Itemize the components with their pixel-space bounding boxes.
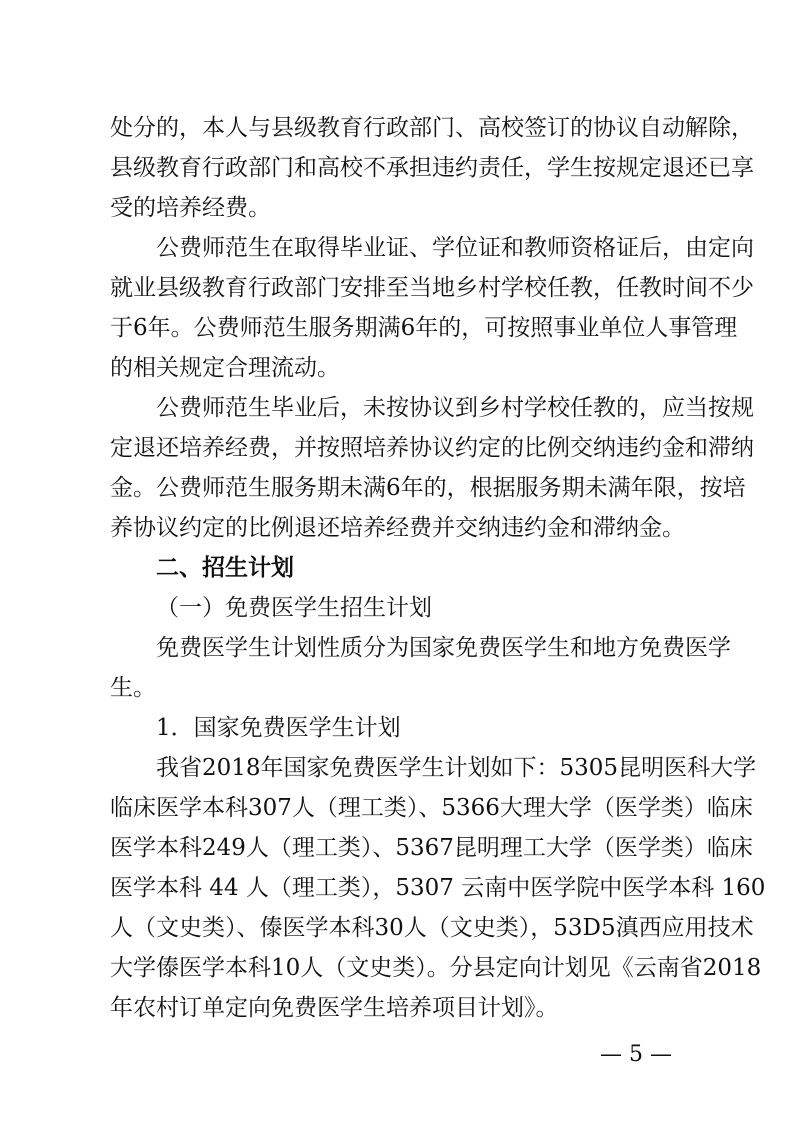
text-line: 免费医学生计划性质分为国家免费医学生和地方免费医学 <box>156 635 731 661</box>
paragraph-breach-penalty <box>110 388 754 548</box>
text-line: 医学本科249人（理工类）、5367昆明理工大学（医学类）临床 <box>110 835 753 861</box>
text-line: 公费师范生毕业后，未按协议到乡村学校任教的，应当按规 <box>156 395 754 421</box>
page-number: — 5 — <box>600 1042 672 1067</box>
document-body <box>110 108 766 1028</box>
text-line: 医学本科 44 人（理工类），5307 云南中医学院中医学本科 160 <box>110 875 766 901</box>
text-line: 临床医学本科307人（理工类）、5366大理大学（医学类）临床 <box>110 795 753 821</box>
text-line: 公费师范生在取得毕业证、学位证和教师资格证后，由定向 <box>156 235 754 261</box>
text-line: 金。公费师范生服务期未满6年的，根据服务期未满年限，按培 <box>110 475 746 501</box>
text-line: 就业县级教育行政部门安排至当地乡村学校任教，任教时间不少 <box>110 275 754 301</box>
text-line: 我省2018年国家免费医学生计划如下：5305昆明医科大学 <box>156 755 757 781</box>
text-line: 于6年。公费师范生服务期满6年的，可按照事业单位人事管理 <box>110 315 738 341</box>
section-heading: 二、招生计划 <box>156 555 294 581</box>
text-line: 受的培养经费。 <box>110 195 271 221</box>
paragraph-national-plan <box>110 748 766 1028</box>
subsection-heading: （一）免费医学生招生计划 <box>156 595 432 621</box>
item-heading: 1．国家免费医学生计划 <box>156 715 401 741</box>
paragraph-withdrawal-clause <box>110 108 754 228</box>
text-line: 养协议约定的比例退还培养经费并交纳违约金和滞纳金。 <box>110 515 685 541</box>
text-line: 县级教育行政部门和高校不承担违约责任，学生按规定退还已享 <box>110 155 754 181</box>
text-line: 定退还培养经费，并按照培养协议约定的比例交纳违约金和滞纳 <box>110 435 754 461</box>
text-line: 生。 <box>110 675 156 701</box>
text-line: 大学傣医学本科10人（文史类）。分县定向计划见《云南省2018 <box>110 955 762 981</box>
text-line: 的相关规定合理流动。 <box>110 355 340 381</box>
text-line: 人（文史类）、傣医学本科30人（文史类），53D5滇西应用技术 <box>110 915 754 941</box>
paragraph-teaching-assignment <box>110 228 754 388</box>
paragraph-plan-nature <box>110 628 731 708</box>
text-line: 年农村订单定向免费医学生培养项目计划》。 <box>110 995 559 1021</box>
text-line: 处分的，本人与县级教育行政部门、高校签订的协议自动解除， <box>110 115 754 141</box>
